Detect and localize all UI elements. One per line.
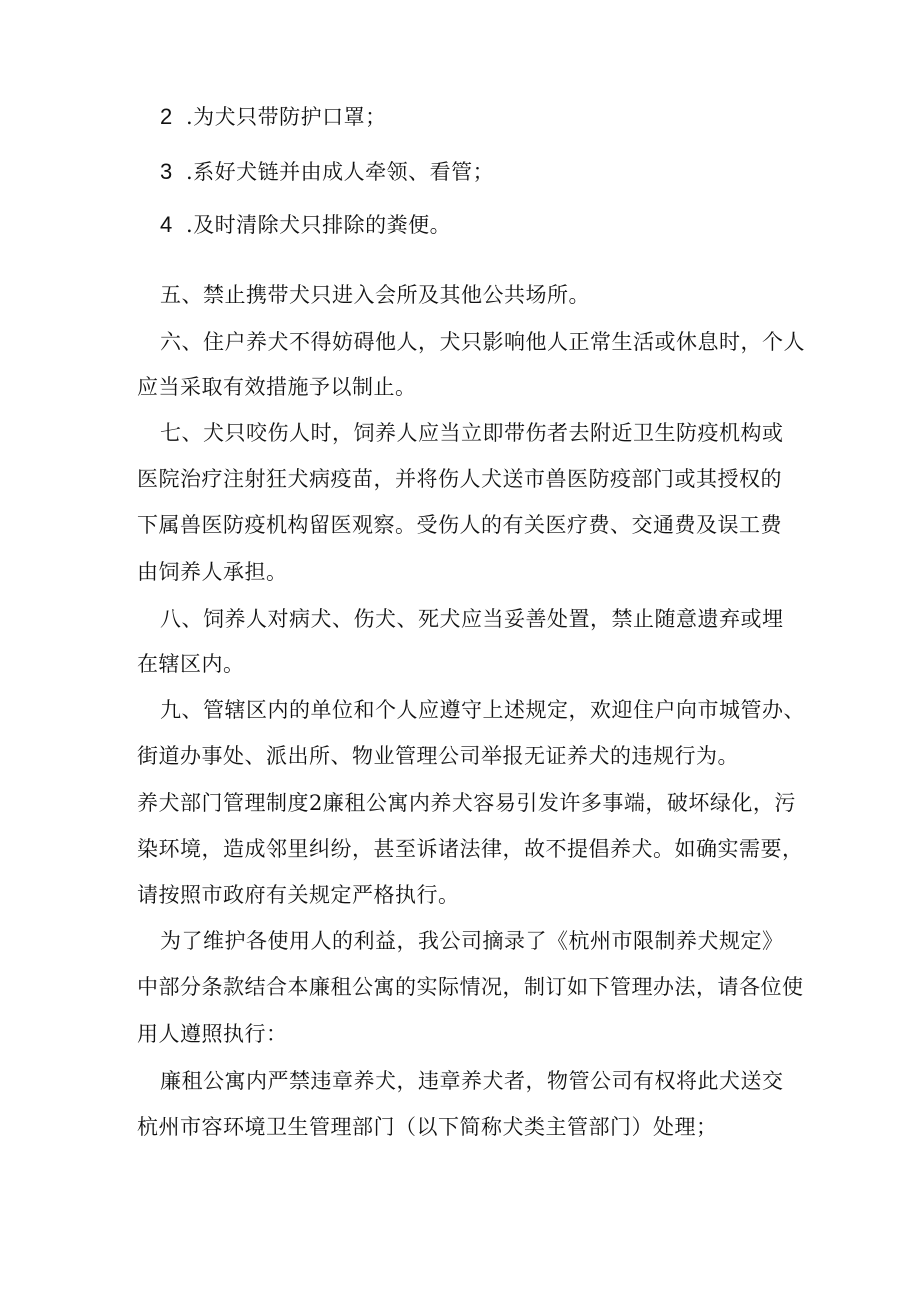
paragraph-line: 染环境，造成邻里纠纷，甚至诉诸法律，故不提倡养犬。如确实需要， xyxy=(137,837,804,861)
paragraph-line: 六、住户养犬不得妨碍他人，犬只影响他人正常生活或休息时，个人 xyxy=(160,330,805,354)
paragraph-line: 为了维护各使用人的利益，我公司摘录了《杭州市限制养犬规定》 xyxy=(160,929,784,953)
paragraph-line: 中部分条款结合本廉租公寓的实际情况，制订如下管理办法，请各位使 xyxy=(137,975,804,999)
paragraph-line: 用人遵照执行： xyxy=(137,1022,288,1046)
list-number: 3 xyxy=(160,159,173,184)
list-number: 4 xyxy=(160,212,173,237)
paragraph-line: 杭州市容环境卫生管理部门（以下简称犬类主管部门）处理； xyxy=(137,1115,718,1139)
paragraph-line: 养犬部门管理制度2廉租公寓内养犬容易引发许多事端，破坏绿化，污 xyxy=(137,791,796,815)
paragraph-line: 廉租公寓内严禁违章养犬，违章养犬者，物管公司有权将此犬送交 xyxy=(160,1069,784,1093)
paragraph-line: 医院治疗注射狂犬病疫苗，并将伤人犬送市兽医防疫部门或其授权的 xyxy=(137,467,782,491)
list-item-2 xyxy=(160,102,387,132)
list-text: .系好犬链并由成人牵领、看管； xyxy=(186,160,495,184)
paragraph-line: 在辖区内。 xyxy=(137,652,245,676)
paragraph-line: 下属兽医防疫机构留医观察。受伤人的有关医疗费、交通费及误工费 xyxy=(137,513,782,537)
paragraph-line: 请按照市政府有关规定严格执行。 xyxy=(137,883,460,907)
paragraph-line: 八、饲养人对病犬、伤犬、死犬应当妥善处置，禁止随意遗弃或埋 xyxy=(160,607,784,631)
paragraph-line: 由饲养人承担。 xyxy=(137,560,288,584)
list-item-4 xyxy=(160,210,451,240)
paragraph-line: 九、管辖区内的单位和个人应遵守上述规定，欢迎住户向市城管办、 xyxy=(160,698,805,722)
list-item-3 xyxy=(160,157,494,187)
list-number: 2 xyxy=(160,104,173,129)
list-text: .及时清除犬只排除的粪便。 xyxy=(186,213,452,237)
paragraph-line: 应当采取有效措施予以制止。 xyxy=(137,375,417,399)
paragraph-line: 五、禁止携带犬只进入会所及其他公共场所。 xyxy=(160,283,590,307)
list-text: .为犬只带防护口罩； xyxy=(186,105,387,129)
paragraph-line: 街道办事处、派出所、物业管理公司举报无证养犬的违规行为。 xyxy=(137,744,739,768)
paragraph-line: 七、犬只咬伤人时，饲养人应当立即带伤者去附近卫生防疫机构或 xyxy=(160,421,784,445)
